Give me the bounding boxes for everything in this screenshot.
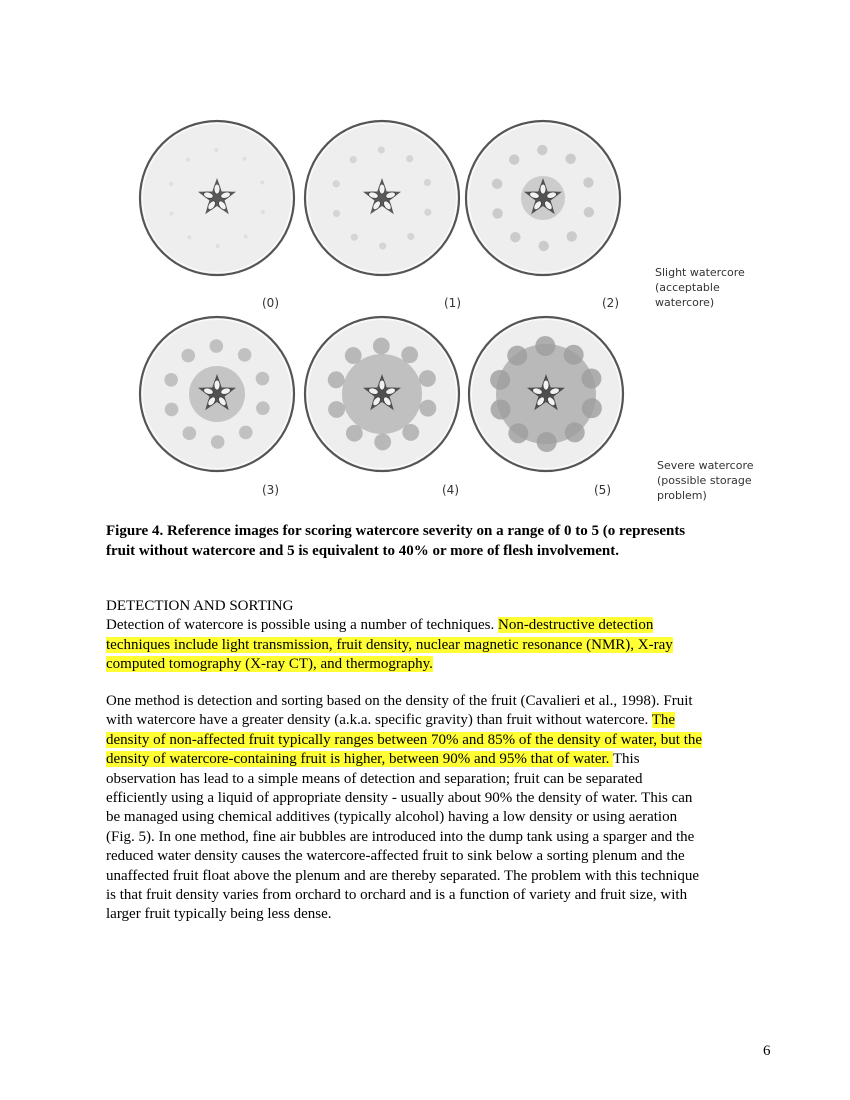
apple-seed	[379, 184, 385, 194]
apple-seed	[214, 380, 220, 390]
apple-seed	[214, 184, 220, 194]
vascular-spot	[419, 370, 436, 387]
para2-line-12: larger fruit typically being less dense.	[106, 906, 332, 923]
vascular-spot	[211, 435, 225, 449]
para2-line-10: unaffected fruit float above the plenum and are thereby separated. The problem with this technique	[106, 867, 699, 884]
vascular-spot	[165, 403, 179, 417]
vascular-spot	[164, 373, 178, 387]
vascular-spot	[170, 211, 174, 215]
vascular-spot	[351, 234, 358, 241]
apple-image-5	[466, 314, 626, 474]
slight-note-line-3: watercore)	[655, 296, 715, 309]
vascular-spot	[373, 338, 390, 355]
para1-l3-highlight: computed tomography (X-ray CT), and thermography.	[106, 656, 433, 673]
apple-image-4	[302, 314, 462, 474]
para2-line-3	[106, 731, 776, 750]
apple-svg-4	[302, 314, 462, 474]
vascular-spot	[538, 241, 548, 251]
para2-l3-highlight: density of non-affected fruit typically ranges between 70% and 85% of the density of water, but the	[106, 731, 703, 748]
apple-image-2	[463, 118, 623, 278]
para2-l2-highlight: The	[651, 712, 676, 729]
vascular-spot	[328, 371, 345, 388]
apple-label-1: (1)	[444, 296, 461, 310]
caption-line-1: Figure 4. Reference images for scoring watercore severity on a range of 0 to 5 (o represents	[106, 523, 686, 539]
apple-image-1	[302, 118, 462, 278]
apple-svg-2	[463, 118, 623, 278]
para2-line-11: is that fruit density varies from orchard to orchard and is a function of variety and fruit size, with	[106, 887, 688, 904]
vascular-spot	[214, 148, 218, 152]
para1-line-1	[106, 616, 776, 635]
vascular-spot	[239, 426, 253, 440]
para2-line-6: efficiently using a liquid of appropriate density - usually about 90% the density of water. This can	[106, 790, 693, 807]
para2-line-7: be managed using chemical additives (typically alcohol) having a low density or using aeration	[106, 809, 678, 826]
slight-note-line-2: (acceptable	[655, 281, 720, 294]
para2-line-1: One method is detection and sorting based on the density of the fruit (Cavalieri et al., 1998). Fruit	[106, 693, 693, 709]
vascular-spot	[567, 231, 577, 241]
para1-l2-highlight: techniques include light transmission, fruit density, nuclear magnetic resonance (NMR), X-ray	[106, 636, 673, 653]
para2-l4-highlight: density of watercore-containing fruit is higher, between 90% and 95% that of water.	[106, 751, 613, 768]
vascular-spot	[406, 155, 413, 162]
slight-note-line-1: Slight watercore	[655, 266, 745, 279]
vascular-spot	[238, 348, 252, 362]
vascular-spot	[378, 146, 385, 153]
para1-l1-plain: Detection of watercore is possible using a number of techniques.	[106, 617, 498, 634]
apple-image-3	[137, 314, 297, 474]
vascular-spot	[187, 235, 191, 239]
severe-note-line-3: problem)	[657, 489, 707, 502]
page-number: 6	[763, 1043, 771, 1059]
vascular-spot	[424, 209, 431, 216]
vascular-spot	[244, 234, 248, 238]
para1-line-2	[106, 636, 776, 655]
vascular-spot	[210, 339, 224, 353]
apple-svg-1	[302, 118, 462, 278]
para2-l2-plain: with watercore have a greater density (a.k.a. specific gravity) than fruit without watercore.	[106, 712, 652, 729]
apple-seed	[379, 380, 385, 390]
apple-seed	[543, 380, 549, 390]
caption-line-2: fruit without watercore and 5 is equivalent to 40% or more of flesh involvement.	[106, 543, 620, 559]
vascular-spot	[419, 400, 436, 417]
figure-caption	[106, 521, 776, 561]
vascular-spot	[374, 434, 391, 451]
section-heading: DETECTION AND SORTING	[106, 598, 294, 614]
apple-image-0	[137, 118, 297, 278]
severe-note-line-1: Severe watercore	[657, 459, 754, 472]
vascular-spot	[565, 154, 575, 164]
para2-line-8: (Fig. 5). In one method, fine air bubbles are introduced into the dump tank using a sparger and the	[106, 828, 695, 845]
vascular-spot	[256, 401, 270, 415]
apple-label-4: (4)	[442, 483, 459, 497]
vascular-spot	[583, 177, 593, 187]
vascular-spot	[169, 182, 173, 186]
vascular-spot	[407, 233, 414, 240]
vascular-spot	[509, 154, 519, 164]
vascular-spot	[243, 157, 247, 161]
vascular-spot	[333, 180, 340, 187]
apple-svg-3	[137, 314, 297, 474]
apple-seed	[540, 184, 546, 194]
vascular-spot	[379, 242, 386, 249]
vascular-spot	[492, 208, 502, 218]
vascular-spot	[186, 158, 190, 162]
watercore-figure	[130, 118, 770, 508]
vascular-spot	[328, 401, 345, 418]
apple-label-0: (0)	[262, 296, 279, 310]
para1-line-3	[106, 655, 776, 674]
apple-label-2: (2)	[602, 296, 619, 310]
density-paragraph	[106, 692, 776, 925]
vascular-spot	[537, 145, 547, 155]
apple-label-3: (3)	[262, 483, 279, 497]
slight-watercore-note	[655, 265, 785, 310]
severe-watercore-note	[657, 458, 787, 503]
para2-line-5: observation has lead to a simple means of detection and separation; fruit can be separated	[106, 770, 643, 787]
para2-line-4	[106, 750, 776, 769]
apple-svg-0	[137, 118, 297, 278]
vascular-spot	[216, 244, 220, 248]
detection-section	[106, 597, 776, 675]
vascular-spot	[492, 179, 502, 189]
para1-l1-highlight: Non-destructive detection	[497, 617, 654, 634]
vascular-spot	[584, 207, 594, 217]
vascular-spot	[333, 210, 340, 217]
vascular-spot	[256, 372, 270, 386]
vascular-spot	[183, 426, 197, 440]
para2-l4-plain: This	[612, 751, 640, 768]
vascular-spot	[424, 179, 431, 186]
vascular-spot	[510, 232, 520, 242]
para2-line-2	[106, 711, 776, 730]
apple-svg-5	[466, 314, 626, 474]
apple-label-5: (5)	[594, 483, 611, 497]
para2-line-9: reduced water density causes the watercore-affected fruit to sink below a sorting plenum and the	[106, 848, 685, 865]
vascular-spot	[350, 156, 357, 163]
vascular-spot	[260, 181, 264, 185]
vascular-spot	[261, 210, 265, 214]
severe-note-line-2: (possible storage	[657, 474, 752, 487]
vascular-spot	[181, 349, 195, 363]
